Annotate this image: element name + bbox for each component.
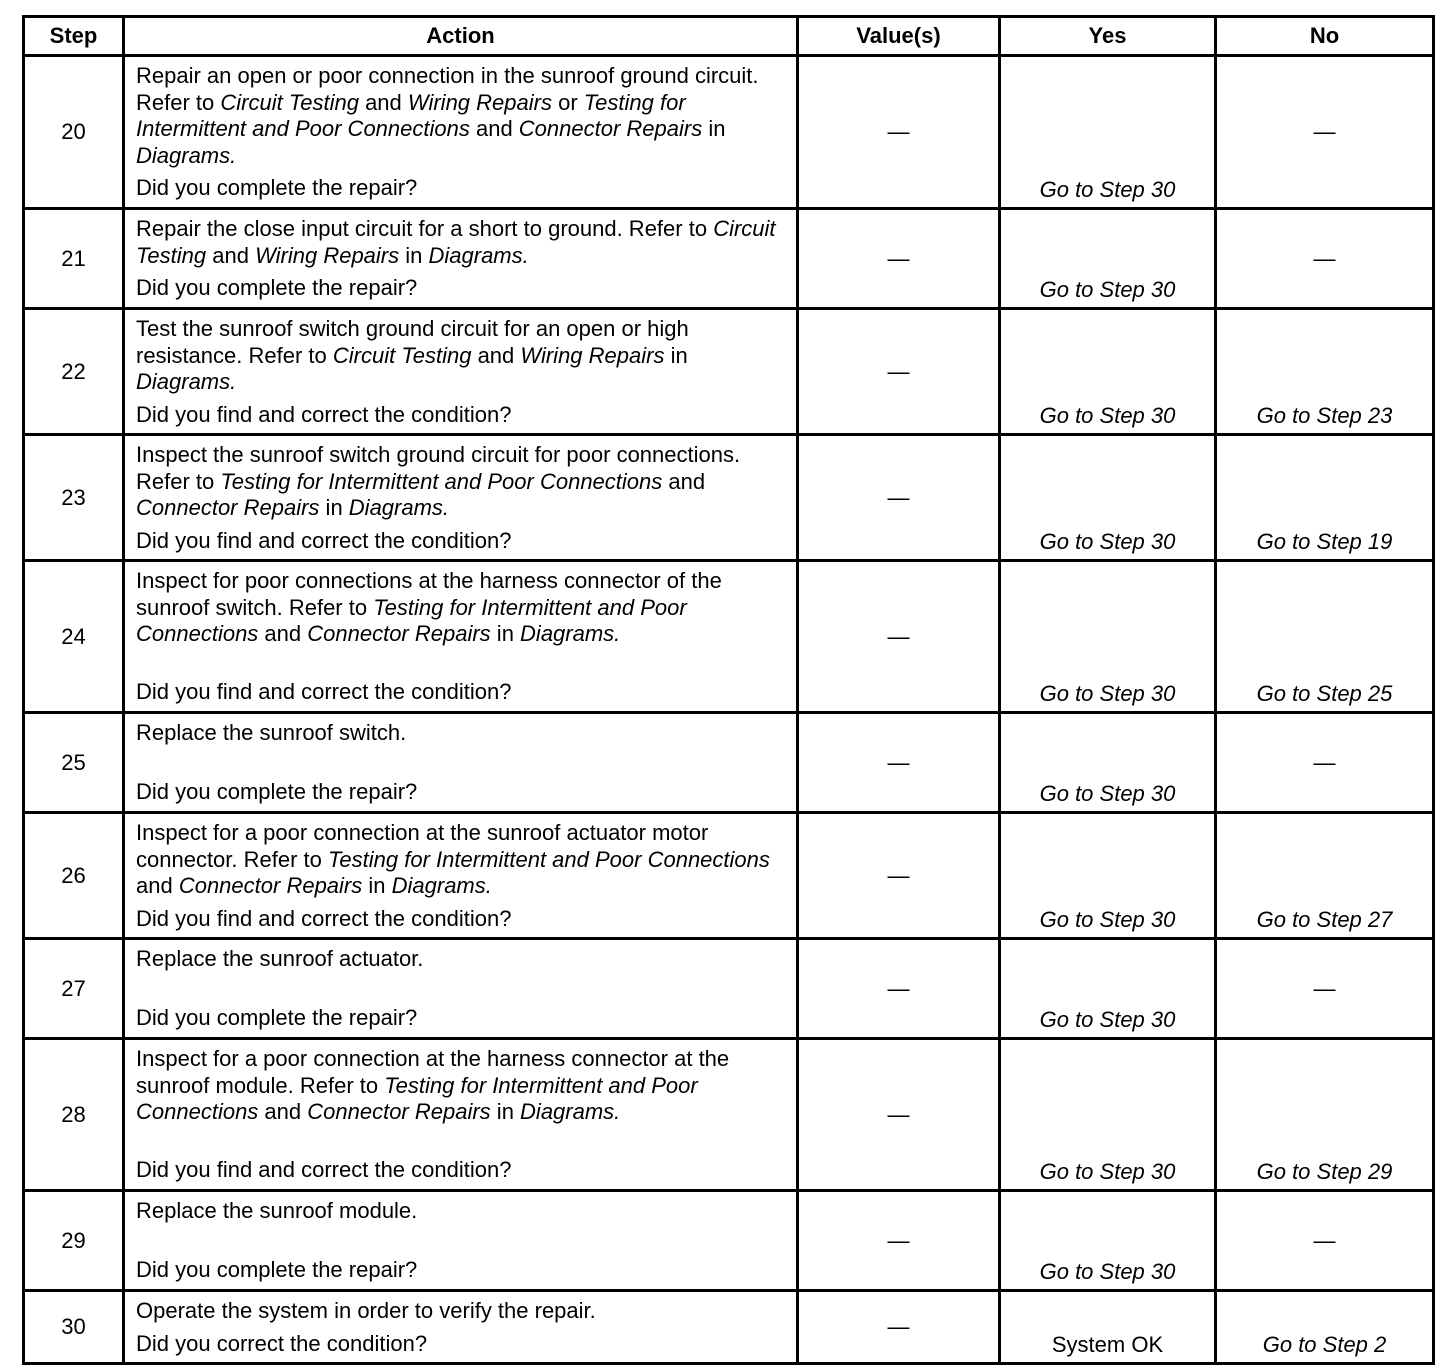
- yes-cell: Go to Step 30: [1000, 56, 1216, 209]
- yes-cell: Go to Step 30: [1000, 309, 1216, 435]
- action-reference: Diagrams.: [348, 495, 450, 520]
- action-text: [136, 568, 790, 673]
- action-segment: and: [358, 89, 408, 115]
- yes-cell: System OK: [1000, 1291, 1216, 1364]
- action-reference: Testing for Intermittent and Poor Connections: [136, 594, 687, 646]
- action-reference: Connector Repairs: [307, 621, 491, 646]
- action-text: [136, 442, 790, 522]
- action-segment: and: [258, 1099, 308, 1124]
- table-row: [24, 1039, 1434, 1191]
- action-segment: Inspect for a poor connection at the harness connector at the sunroof module. Refer to: [136, 1046, 730, 1098]
- action-reference: Wiring Repairs: [520, 342, 665, 368]
- no-cell: Go to Step 19: [1216, 435, 1434, 561]
- table-row: [24, 713, 1434, 813]
- no-cell: Go to Step 2: [1216, 1291, 1434, 1364]
- value-cell: —: [798, 435, 1000, 561]
- action-reference: Connector Repairs: [178, 873, 363, 898]
- table-row: [24, 939, 1434, 1039]
- action-question: Did you complete the repair?: [136, 175, 418, 200]
- action-reference: Connector Repairs: [518, 116, 703, 141]
- table-row: [24, 435, 1434, 561]
- action-text: [136, 316, 790, 396]
- table-body: [24, 56, 1434, 1364]
- action-segment: Inspect the sunroof switch ground circuit for poor connections. Refer to: [136, 442, 741, 494]
- value-cell: —: [798, 1039, 1000, 1191]
- action-reference: Circuit Testing: [332, 342, 472, 368]
- action-segment: Operate the system in order to verify the repair.: [136, 1298, 596, 1323]
- no-cell: —: [1216, 209, 1434, 309]
- action-segment: Repair the close input circuit for a short to ground. Refer to: [136, 216, 714, 241]
- table-row: [24, 813, 1434, 939]
- step-number: 23: [24, 435, 124, 561]
- action-question: Did you complete the repair?: [136, 1256, 418, 1282]
- action-segment: and: [258, 621, 308, 646]
- action-segment: and: [662, 468, 706, 494]
- header-action: Action: [124, 17, 798, 56]
- step-number: 24: [24, 561, 124, 713]
- step-number: 27: [24, 939, 124, 1039]
- action-cell: [124, 56, 798, 209]
- action-reference: Connector Repairs: [136, 495, 320, 520]
- value-cell: —: [798, 1291, 1000, 1364]
- header-values: Value(s): [798, 17, 1000, 56]
- step-number: 22: [24, 309, 124, 435]
- action-cell: [124, 1039, 798, 1191]
- action-question: Did you complete the repair?: [136, 275, 418, 300]
- action-segment: Test the sunroof switch ground circuit for an open or high resistance. Refer to: [136, 316, 689, 368]
- action-question: Did you complete the repair?: [136, 778, 418, 804]
- step-number: 30: [24, 1291, 124, 1364]
- action-cell: [124, 561, 798, 713]
- action-reference: Diagrams.: [428, 242, 529, 268]
- action-segment: Repair an open or poor connection in the sunroof ground circuit. Refer to: [136, 63, 759, 115]
- value-cell: —: [798, 813, 1000, 939]
- action-text: [136, 1298, 790, 1325]
- header-no: No: [1216, 17, 1434, 56]
- no-cell: Go to Step 23: [1216, 309, 1434, 435]
- action-question: Did you find and correct the condition?: [136, 678, 512, 704]
- no-cell: Go to Step 25: [1216, 561, 1434, 713]
- action-segment: and: [471, 342, 521, 368]
- no-cell: Go to Step 27: [1216, 813, 1434, 939]
- action-question: Did you find and correct the condition?: [136, 905, 512, 931]
- step-number: 29: [24, 1191, 124, 1291]
- step-number: 28: [24, 1039, 124, 1191]
- action-reference: Circuit Testing: [136, 216, 776, 268]
- action-segment: in: [399, 242, 429, 268]
- no-cell: —: [1216, 56, 1434, 209]
- value-cell: —: [798, 209, 1000, 309]
- action-segment: Replace the sunroof module.: [136, 1198, 418, 1223]
- action-reference: Diagrams.: [136, 369, 237, 394]
- action-question: Did you correct the condition?: [136, 1330, 428, 1356]
- value-cell: —: [798, 1191, 1000, 1291]
- action-cell: [124, 813, 798, 939]
- value-cell: —: [798, 939, 1000, 1039]
- yes-cell: Go to Step 30: [1000, 1191, 1216, 1291]
- action-reference: Wiring Repairs: [255, 242, 400, 268]
- action-cell: [124, 1291, 798, 1364]
- action-reference: Testing for Intermittent and Poor Connections: [136, 89, 686, 141]
- action-segment: in: [319, 495, 349, 520]
- action-segment: or: [551, 89, 584, 115]
- action-segment: Replace the sunroof actuator.: [136, 946, 424, 971]
- table-row: [24, 309, 1434, 435]
- yes-cell: Go to Step 30: [1000, 561, 1216, 713]
- yes-cell: Go to Step 30: [1000, 939, 1216, 1039]
- step-number: 26: [24, 813, 124, 939]
- table-row: [24, 561, 1434, 713]
- action-segment: Inspect for poor connections at the harness connector of the sunroof switch. Refer to: [136, 568, 722, 620]
- action-question: Did you find and correct the condition?: [136, 1156, 512, 1182]
- action-text: [136, 1198, 790, 1251]
- action-question: Did you find and correct the condition?: [136, 401, 512, 427]
- diagnostic-table: [22, 15, 1435, 1365]
- yes-cell: Go to Step 30: [1000, 209, 1216, 309]
- no-cell: Go to Step 29: [1216, 1039, 1434, 1191]
- table-row: [24, 56, 1434, 209]
- action-cell: [124, 939, 798, 1039]
- yes-cell: Go to Step 30: [1000, 1039, 1216, 1191]
- action-reference: Diagrams.: [520, 1099, 621, 1124]
- action-segment: and: [469, 116, 519, 141]
- action-cell: [124, 713, 798, 813]
- action-segment: in: [490, 621, 521, 646]
- header-yes: Yes: [1000, 17, 1216, 56]
- action-reference: Diagrams.: [136, 142, 237, 168]
- action-reference: Testing for Intermittent and Poor Connections: [136, 1072, 698, 1124]
- yes-cell: Go to Step 30: [1000, 813, 1216, 939]
- action-reference: Diagrams.: [391, 873, 492, 898]
- action-cell: [124, 309, 798, 435]
- action-text: [136, 820, 790, 900]
- action-reference: Wiring Repairs: [407, 89, 552, 115]
- value-cell: —: [798, 56, 1000, 209]
- value-cell: —: [798, 309, 1000, 435]
- action-reference: Testing for Intermittent and Poor Connections: [328, 846, 770, 872]
- action-segment: and: [136, 873, 179, 898]
- action-reference: Testing for Intermittent and Poor Connections: [220, 468, 663, 494]
- action-cell: [124, 435, 798, 561]
- action-text: [136, 216, 790, 269]
- action-text: [136, 63, 790, 169]
- table-row: [24, 1291, 1434, 1364]
- table-row: [24, 1191, 1434, 1291]
- action-reference: Diagrams.: [520, 621, 621, 646]
- no-cell: —: [1216, 1191, 1434, 1291]
- step-number: 25: [24, 713, 124, 813]
- step-number: 21: [24, 209, 124, 309]
- value-cell: —: [798, 713, 1000, 813]
- action-segment: in: [362, 873, 392, 898]
- action-cell: [124, 1191, 798, 1291]
- action-question: Did you complete the repair?: [136, 1004, 418, 1030]
- yes-cell: Go to Step 30: [1000, 713, 1216, 813]
- action-reference: Circuit Testing: [220, 89, 359, 115]
- yes-cell: Go to Step 30: [1000, 435, 1216, 561]
- header-step: Step: [24, 17, 124, 56]
- step-number: 20: [24, 56, 124, 209]
- action-segment: Replace the sunroof switch.: [136, 720, 407, 745]
- action-question: Did you find and correct the condition?: [136, 527, 512, 553]
- action-text: [136, 946, 790, 999]
- no-cell: —: [1216, 939, 1434, 1039]
- action-segment: in: [490, 1099, 521, 1124]
- action-segment: Inspect for a poor connection at the sunroof actuator motor connector. Refer to: [136, 820, 709, 872]
- action-segment: and: [206, 242, 256, 268]
- action-segment: in: [664, 342, 688, 368]
- action-reference: Connector Repairs: [307, 1099, 491, 1124]
- value-cell: —: [798, 561, 1000, 713]
- no-cell: —: [1216, 713, 1434, 813]
- action-cell: [124, 209, 798, 309]
- action-segment: in: [702, 116, 726, 141]
- action-text: [136, 1046, 790, 1151]
- table-row: [24, 209, 1434, 309]
- action-text: [136, 720, 790, 773]
- header-row: [24, 17, 1434, 56]
